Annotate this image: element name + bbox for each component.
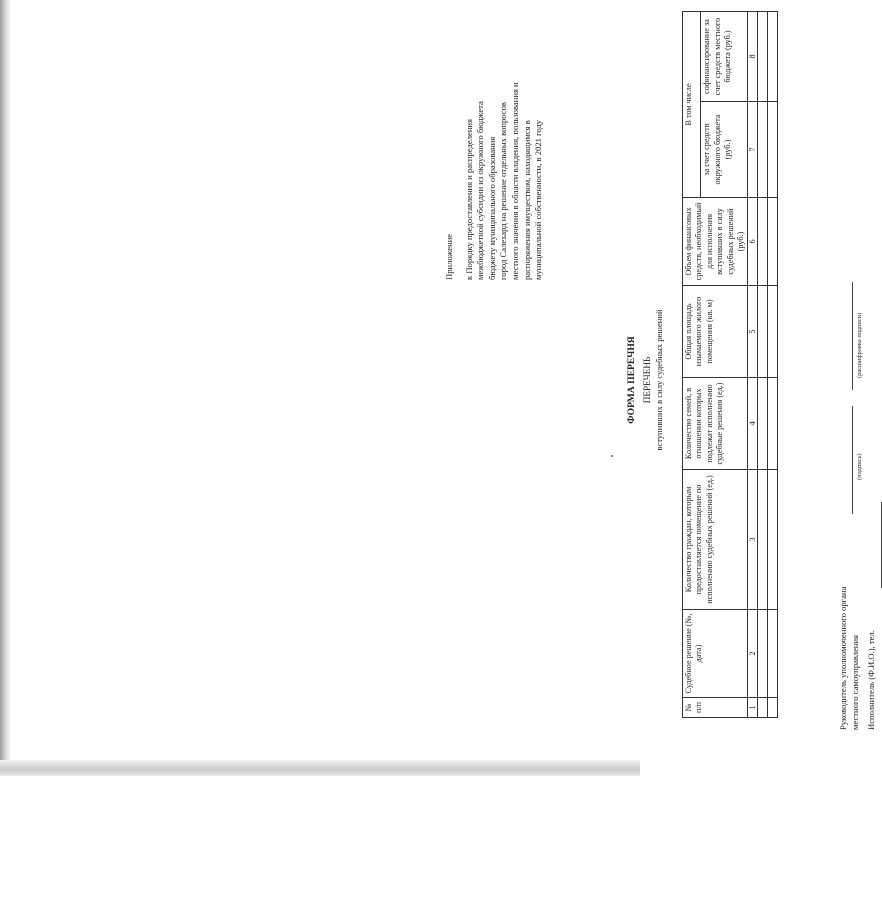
appendix-line: местного значения в области владения, пользования и: [509, 82, 520, 280]
signature-decode-line: [852, 282, 853, 390]
header-decision: Судебное решение (№, дата): [683, 610, 748, 698]
table-cell: [768, 198, 778, 286]
local-government-label: местного самоуправления: [850, 634, 860, 730]
table-header-row: [683, 12, 701, 718]
table-cell: [758, 286, 768, 378]
table-cell: [768, 12, 778, 102]
header-no: № п/п: [683, 698, 748, 718]
appendix-line: к Порядку предоставления и распределения: [463, 119, 474, 280]
column-number: 6: [748, 198, 758, 286]
table-cell: [768, 102, 778, 198]
appendix-line: межбюджетной субсидии из окружного бюджета: [475, 101, 486, 280]
form-title: ФОРМА ПЕРЕЧНЯ: [626, 336, 637, 424]
table-cell: [758, 470, 768, 610]
appendix-spacer: [456, 82, 464, 280]
appendix-line: город Салехард на решение отдельных вопросов: [498, 102, 509, 280]
signature-decode-caption: (расшифровка подписи): [856, 312, 863, 378]
signature-caption: (подпись): [856, 453, 863, 480]
scan-bottom-shadow: [0, 760, 640, 776]
table-row: [768, 12, 778, 718]
table-cell: [768, 378, 778, 470]
table-cell: [758, 698, 768, 718]
column-number: 7: [748, 102, 758, 198]
table-cell: [758, 12, 768, 102]
document-page: [436, 0, 876, 760]
table-cell: [768, 698, 778, 718]
table-cell: [768, 610, 778, 698]
table-row: [758, 12, 768, 718]
appendix-line: распоряжения имуществом, находящимся в: [521, 120, 532, 280]
column-number: 4: [748, 378, 758, 470]
header-including: В том числе: [683, 12, 701, 198]
column-number: 5: [748, 286, 758, 378]
table-cell: [758, 198, 768, 286]
header-district-budget: за счет средств окружного бюджета (руб.): [701, 102, 748, 198]
appendix-heading: Приложение: [444, 233, 454, 280]
column-number: 2: [748, 610, 758, 698]
list-subtitle: вступивших в силу судебных решений: [654, 309, 664, 451]
header-families: Количество семей, в отношении которых подлежат исполнению судебные решения (ед.): [683, 378, 748, 470]
executor-label: Исполнитель (Ф.И.О.), тел.: [866, 630, 876, 730]
column-number: 8: [748, 12, 758, 102]
table-cell: [758, 610, 768, 698]
table-cell: [768, 286, 778, 378]
table-numbering-row: [748, 12, 758, 718]
table-cell: [758, 102, 768, 198]
header-local-cofinancing: софинансирование за счет средств местного бюджета (руб.): [701, 12, 748, 102]
header-citizens: Количество граждан, которым предоставляется помещение по исполнению судебных решений (ед.): [683, 470, 748, 610]
table-cell: [768, 470, 778, 610]
signature-line: [852, 406, 853, 514]
appendix-line: муниципальной собственности, в 2021 году: [533, 119, 544, 280]
table-cell: [758, 378, 768, 470]
court-decisions-table: [682, 11, 778, 718]
scan-left-shadow: [0, 0, 10, 775]
head-of-authority-label: Руководитель уполномоченного органа: [838, 586, 848, 730]
list-title: ПЕРЕЧЕНЬ: [642, 356, 652, 404]
column-number: 3: [748, 470, 758, 610]
column-number: 1: [748, 698, 758, 718]
appendix-line: бюджету муниципального образования: [486, 136, 497, 280]
header-volume: Объем финансовых средств, необходимый для исполнения вступивших в силу судебных решений (руб.): [683, 198, 748, 286]
header-area: Общая площадь изымаемого жилого помещения (кв. м): [683, 286, 748, 378]
appendix-block: [444, 82, 545, 280]
